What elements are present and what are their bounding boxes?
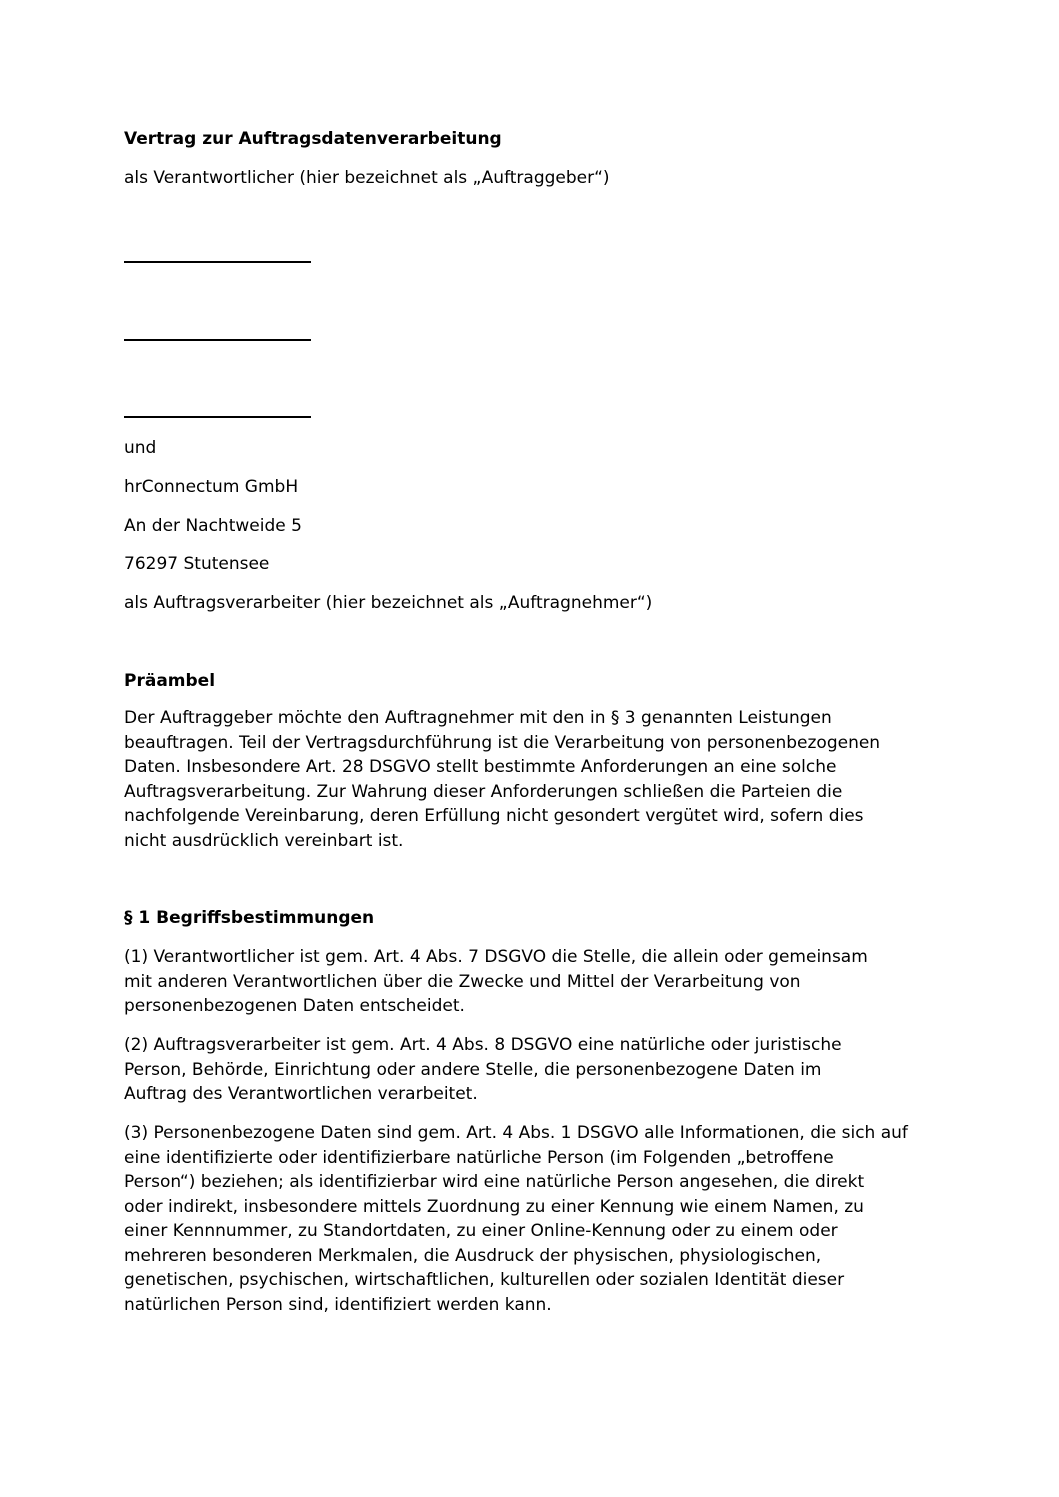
paragraph-line: (1) Verantwortlicher ist gem. Art. 4 Abs. 7 DSGVO die Stelle, die allein oder gemeinsam [124,947,868,967]
paragraph-line: Person, Behörde, Einrichtung oder andere Stelle, die personenbezogene Daten im [124,1059,822,1080]
preamble-line: Auftragsverarbeitung. Zur Wahrung dieser Anforderungen schließen die Parteien die [124,781,843,802]
paragraph-line: eine identifizierte oder identifizierbare natürliche Person (im Folgenden „betroffene [124,1147,834,1168]
contractor-name: hrConnectum GmbH [124,477,299,497]
section-1-paragraph-3 [124,1121,944,1317]
connector-text: und [124,438,157,458]
paragraph-line: oder indirekt, insbesondere mittels Zuordnung zu einer Kennung wie einem Namen, zu [124,1196,864,1217]
preamble-line: Daten. Insbesondere Art. 28 DSGVO stellt bestimmte Anforderungen an eine solche [124,757,837,777]
paragraph-line: mit anderen Verantwortlichen über die Zwecke und Mittel der Verarbeitung von [124,971,801,992]
paragraph-line: (3) Personenbezogene Daten sind gem. Art. 4 Abs. 1 DSGVO alle Informationen, die sich auf [124,1123,908,1143]
contractor-city: 76297 Stutensee [124,554,270,574]
preamble-line: beauftragen. Teil der Vertragsdurchführung ist die Verarbeitung von personenbezogenen [124,732,881,753]
preamble-line: nachfolgende Vereinbarung, deren Erfüllung nicht gesondert vergütet wird, sofern dies [124,806,864,826]
contractor-street: An der Nachtweide 5 [124,516,302,536]
client-role-line: als Verantwortlicher (hier bezeichnet als „Auftraggeber“) [124,168,610,188]
preamble-line: Der Auftraggeber möchte den Auftragnehmer mit den in § 3 genannten Leistungen [124,708,832,728]
client-signature-line-2 [124,339,311,341]
paragraph-line: mehreren besonderen Merkmalen, die Ausdruck der physischen, physiologischen, [124,1245,822,1266]
section-1-paragraph-1 [124,945,944,1019]
paragraph-line: natürlichen Person sind, identifiziert werden kann. [124,1294,552,1315]
paragraph-line: (2) Auftragsverarbeiter ist gem. Art. 4 Abs. 8 DSGVO eine natürliche oder juristische [124,1035,842,1055]
preamble-paragraph [124,706,944,853]
contractor-role-line: als Auftragsverarbeiter (hier bezeichnet als „Auftragnehmer“) [124,593,653,613]
document-title: Vertrag zur Auftragsdatenverarbeitung [124,129,502,149]
client-signature-line-3 [124,416,311,418]
section-1-paragraph-2 [124,1033,944,1107]
paragraph-line: Auftrag des Verantwortlichen verarbeitet. [124,1084,478,1104]
preamble-line: nicht ausdrücklich vereinbart ist. [124,830,404,851]
client-signature-line-1 [124,261,311,263]
paragraph-line: einer Kennnummer, zu Standortdaten, zu einer Online-Kennung oder zu einem oder [124,1221,838,1241]
section-1-heading: § 1 Begriffsbestimmungen [124,908,375,928]
paragraph-line: genetischen, psychischen, wirtschaftlichen, kulturellen oder sozialen Identität dieser [124,1270,845,1290]
paragraph-line: Person“) beziehen; als identifizierbar wird eine natürliche Person angesehen, die direkt [124,1172,865,1192]
paragraph-line: personenbezogenen Daten entscheidet. [124,996,465,1016]
preamble-heading: Präambel [124,671,216,691]
